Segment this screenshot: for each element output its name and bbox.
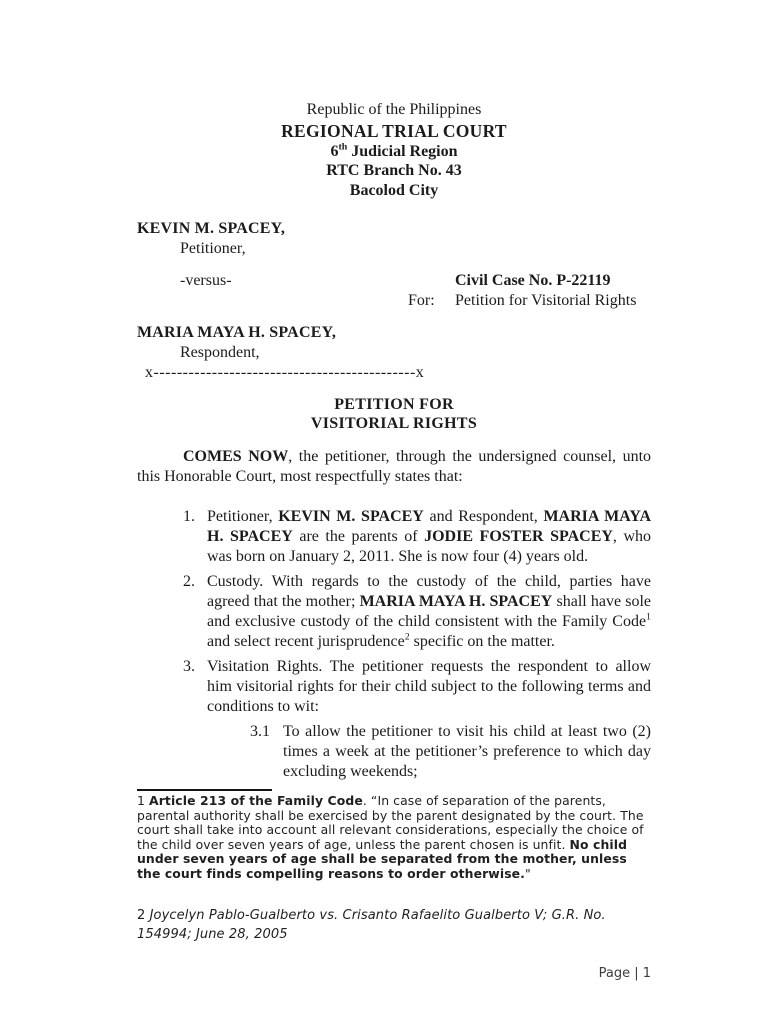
footnote-1-quote-bold: No child under seven years of age shall be separated from the mother, unless the court finds compelling reasons to order otherwise. — [137, 836, 628, 881]
item-3-1-number: 3.1 — [250, 723, 270, 740]
petitioner-name: KEVIN M. SPACEY, — [137, 220, 286, 237]
court-header — [137, 100, 651, 200]
item-2-run-0: Custody. With regards to the custody of the child, parties have agreed that the mother; — [207, 573, 651, 610]
footnotes-section — [137, 794, 651, 944]
item-1-run-6: , who was born on January 2, 2011. She is now four (4) years old. — [207, 528, 652, 565]
list-item-3-1 — [137, 722, 651, 782]
for-label: For: — [408, 292, 435, 309]
list-item-3 — [137, 657, 651, 717]
footnote-2-citation: Joycelyn Pablo-Gualberto vs. Crisanto Rafaelito Gualberto V; G.R. No. 154994; June 28, 2005 — [137, 907, 606, 942]
opening-paragraph — [137, 447, 651, 487]
footnote-2-marker: 2 — [137, 907, 150, 923]
footnote-1-quote: “In case of separation of the parents, parental authority shall be exercised by the parent designated by the court. The court shall take into account all relevant considerations, especially the choice of the child over seven years of age, unless the parent chosen is unfit. — [137, 793, 644, 852]
item-1-run-2: and Respondent, — [423, 508, 544, 525]
item-1-petitioner-name: KEVIN M. SPACEY — [278, 508, 424, 525]
list-item-2 — [137, 572, 651, 652]
title-line-1: PETITION FOR — [334, 396, 454, 413]
footnote-2 — [137, 906, 651, 944]
document-title — [137, 395, 651, 433]
footnote-ref-2: 2 — [404, 631, 410, 643]
allegations-list — [137, 507, 651, 782]
respondent-role: Respondent, — [180, 344, 260, 361]
respondent-block — [137, 323, 651, 383]
petitioner-role: Petitioner, — [180, 240, 246, 257]
versus-label: -versus- — [180, 272, 232, 289]
item-2-mother-name: MARIA MAYA H. SPACEY — [359, 593, 553, 610]
city-line: Bacolod City — [349, 181, 439, 199]
item-2-run-4: and select recent jurisprudence — [207, 633, 405, 650]
page-content — [137, 100, 651, 981]
case-for-row — [408, 291, 651, 311]
item-1-respondent-name: MARIA MAYA H. SPACEY — [207, 508, 652, 545]
item-1-number: 1. — [183, 508, 195, 525]
republic-line: Republic of the Philippines — [306, 101, 482, 118]
comes-now-lead: COMES NOW — [183, 448, 289, 465]
region-label: Judicial Region — [347, 142, 458, 160]
opening-text: , the petitioner, through the undersigned counsel, unto this Honorable Court, most respectfully states that: — [137, 448, 652, 485]
item-1-child-name: JODIE FOSTER SPACEY — [424, 528, 613, 545]
case-subject: Petition for Visitorial Rights — [455, 292, 637, 309]
item-2-number: 2. — [183, 573, 195, 590]
respondent-name: MARIA MAYA H. SPACEY, — [137, 324, 337, 341]
footnote-1-marker: 1 — [137, 793, 150, 808]
item-2-run-2: shall have sole and exclusive custody of the child consistent with the Family Code — [207, 593, 651, 630]
caption-terminator-line: x---------------------------------------------x — [145, 364, 425, 381]
page-number-footer: Page | 1 — [598, 965, 651, 981]
branch-line: RTC Branch No. 43 — [326, 162, 462, 179]
case-number: Civil Case No. P-22119 — [455, 272, 611, 289]
versus-row — [137, 271, 651, 311]
footnote-1-source: Article 213 of the Family Code — [149, 793, 363, 808]
court-name: REGIONAL TRIAL COURT — [281, 120, 507, 141]
item-3-text: Visitation Rights. The petitioner requests the respondent to allow him visitorial rights for their child subject to the following terms and conditions to wit: — [207, 658, 651, 715]
footnote-1-sep: . — [362, 793, 371, 808]
footnote-ref-1: 1 — [646, 611, 651, 623]
item-3-1-text: To allow the petitioner to visit his child at least two (2) times a week at the petitioner’s preference to which day excluding weekends; — [283, 723, 651, 780]
item-3-number: 3. — [183, 658, 195, 675]
case-caption — [137, 219, 651, 383]
title-line-2: VISITORIAL RIGHTS — [310, 415, 478, 432]
region-number: 6 — [330, 142, 339, 160]
footnote-separator-rule — [137, 789, 272, 791]
case-info-block — [408, 271, 651, 311]
region-ordinal-suffix: th — [338, 141, 348, 153]
list-item-1 — [137, 507, 651, 567]
item-1-run-4: are the parents of — [292, 528, 425, 545]
footnote-1 — [137, 794, 651, 882]
footnote-1-closing-quote: " — [525, 865, 531, 881]
judicial-region-line — [137, 142, 651, 162]
item-1-run-0: Petitioner, — [207, 508, 279, 525]
item-2-run-6: specific on the matter. — [409, 633, 555, 650]
